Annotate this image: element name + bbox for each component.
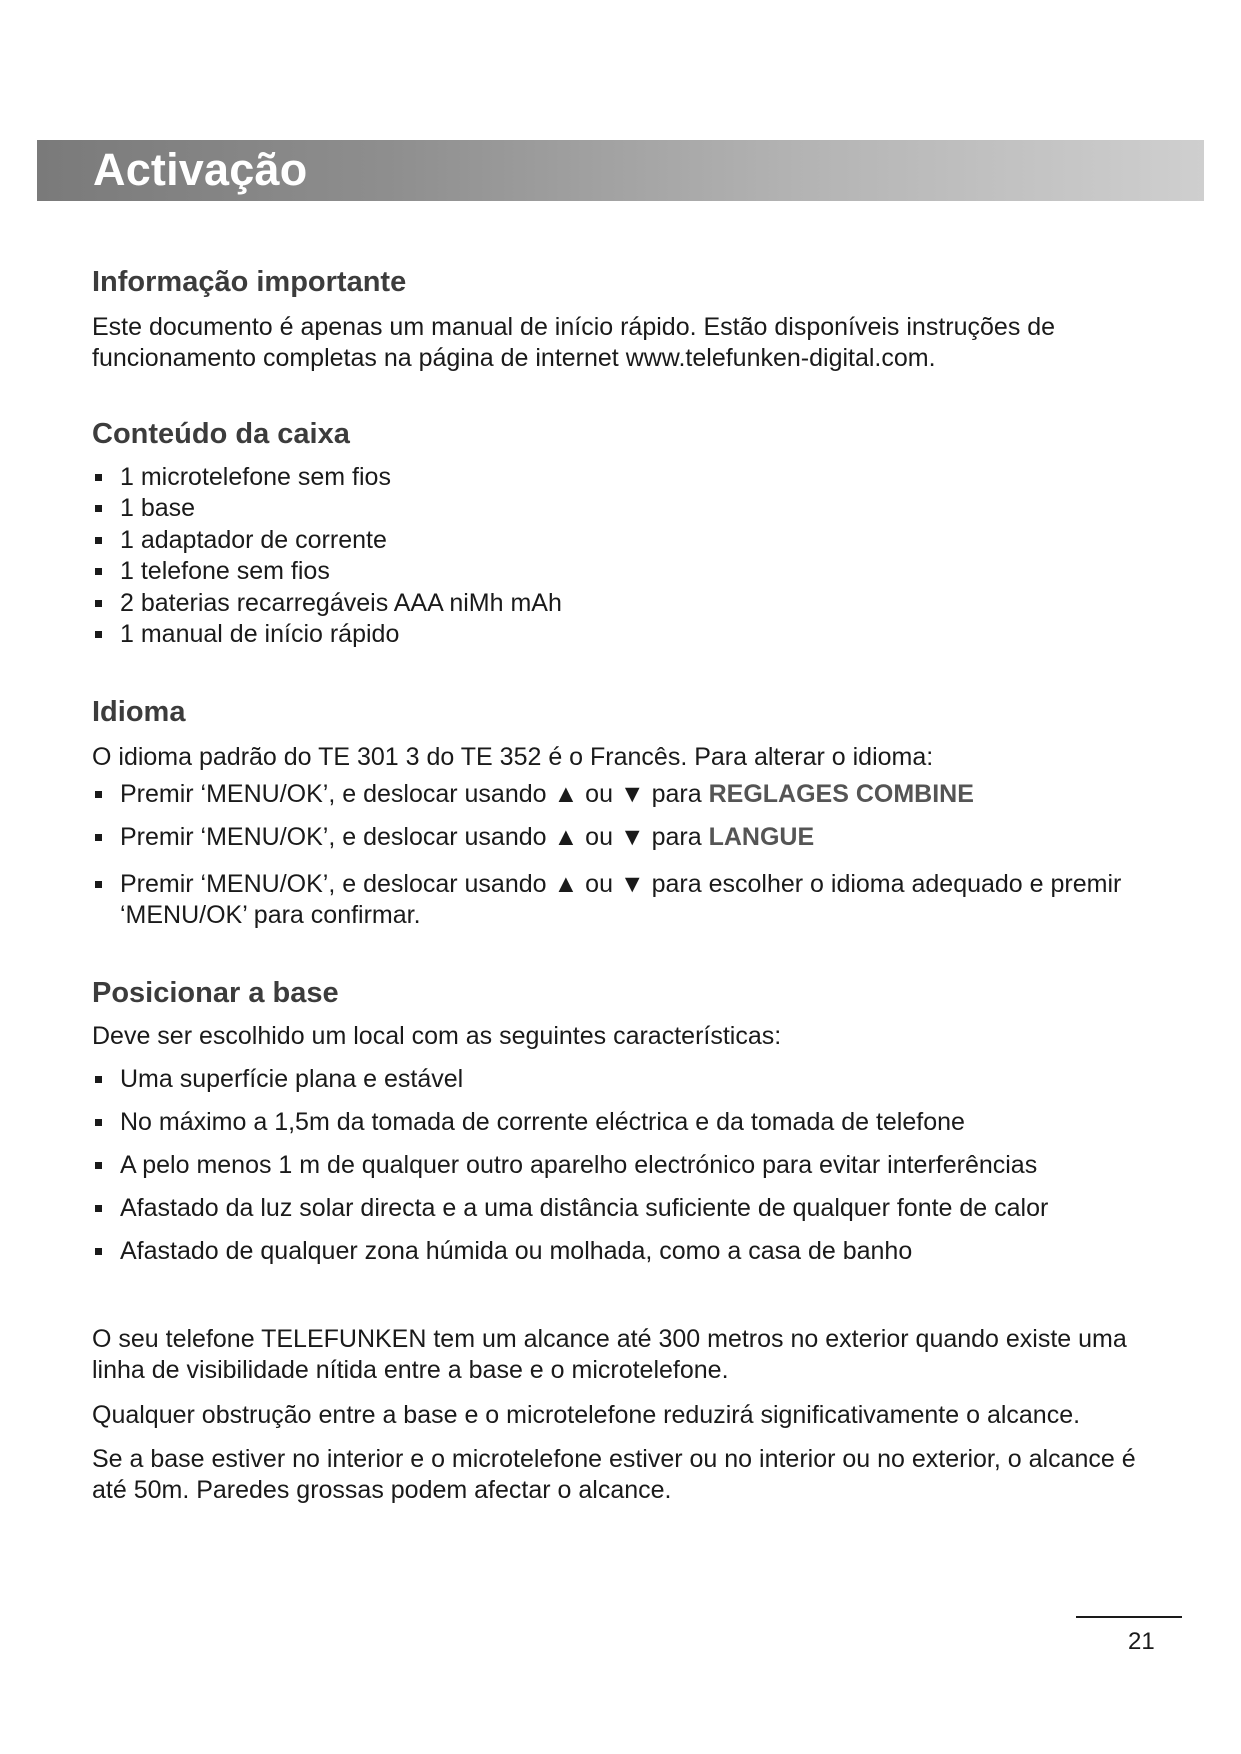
paragraph: Qualquer obstrução entre a base e o microtelefone reduzirá significativamente o alcance. [92,1401,1081,1430]
list-item: Afastado da luz solar directa e a uma distância suficiente de qualquer fonte de calor [92,1193,1172,1224]
list-item: 1 adaptador de corrente [92,525,1172,556]
step-text: Premir ‘MENU/OK’, e deslocar usando ▲ ou ▼ para escolher o idioma adequado e premir ‘MENU/OK’ para confirmar. [120,870,1122,930]
step-text: Premir ‘MENU/OK’, e deslocar usando ▲ ou ▼ para [120,780,709,809]
list-item: 1 base [92,493,1172,524]
list-item [92,822,1172,853]
section-heading: Posicionar a base [92,977,339,1010]
section-heading: Conteúdo da caixa [92,418,350,450]
list-item: Uma superfície plana e estável [92,1064,1172,1095]
menu-option-highlight: LANGUE [708,823,815,852]
list-item: No máximo a 1,5m da tomada de corrente eléctrica e da tomada de telefone [92,1107,1172,1138]
paragraph: Este documento é apenas um manual de início rápido. Estão disponíveis instruções de funcionamento completas na página de internet www.telefunken-digital.com. [92,313,1056,372]
section-heading: Informação importante [92,266,407,298]
section-range [92,1324,1172,1506]
page-number: 21 [1128,1628,1155,1655]
list-item: A pelo menos 1 m de qualquer outro aparelho electrónico para evitar interferências [92,1150,1172,1181]
main-content [92,262,1172,1518]
section-position-base [92,973,1172,1267]
step-text: Premir ‘MENU/OK’, e deslocar usando ▲ ou ▼ para [120,823,709,852]
list-item [92,779,1172,810]
list-item [92,869,1172,931]
section-language [92,692,1172,931]
list-item: 1 microtelefone sem fios [92,462,1172,493]
list-item: 1 telefone sem fios [92,556,1172,587]
title-banner [37,140,1204,201]
section-important-info [92,262,1172,374]
paragraph: Se a base estiver no interior e o microtelefone estiver ou no interior ou no exterior, o alcance é até 50m. Paredes grossas podem afectar o alcance. [92,1445,1136,1505]
section-heading: Idioma [92,696,186,729]
footer-rule [1076,1616,1182,1618]
menu-option-highlight: REGLAGES COMBINE [708,780,974,809]
position-requirements-list [92,1064,1172,1267]
paragraph: O idioma padrão do TE 301 3 do TE 352 é o Francês. Para alterar o idioma: [92,743,934,772]
list-item: 1 manual de início rápido [92,619,1172,650]
list-item: 2 baterias recarregáveis AAA niMh mAh [92,588,1172,619]
language-steps-list [92,779,1172,931]
section-box-contents [92,414,1172,650]
page-title: Activação [93,144,308,195]
box-contents-list [92,462,1172,650]
list-item: Afastado de qualquer zona húmida ou molhada, como a casa de banho [92,1236,1172,1267]
paragraph: O seu telefone TELEFUNKEN tem um alcance até 300 metros no exterior quando existe uma linha de visibilidade nítida entre a base e o microtelefone. [92,1325,1127,1385]
paragraph: Deve ser escolhido um local com as seguintes características: [92,1022,782,1051]
